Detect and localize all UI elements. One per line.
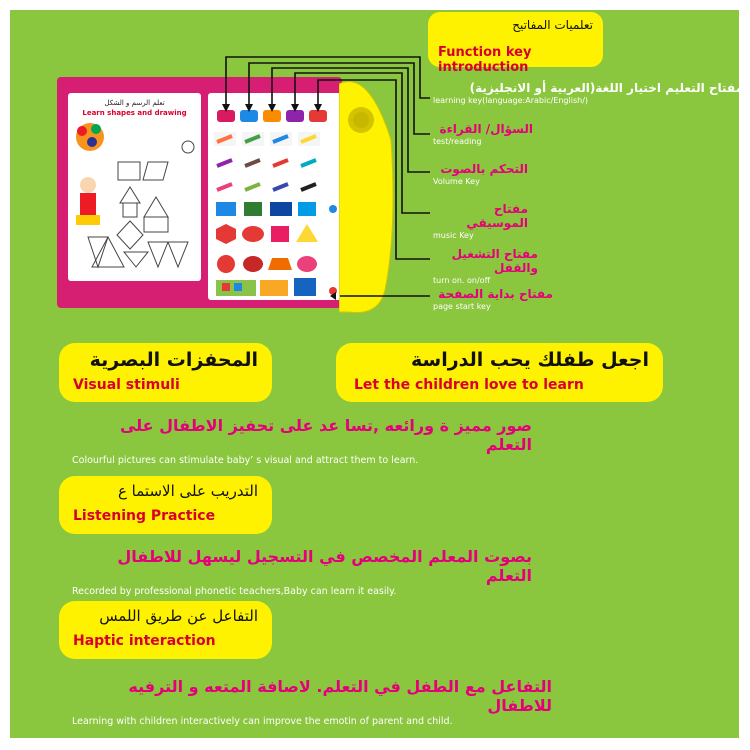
grid-row-4: [216, 202, 316, 216]
grid-row-3: [217, 184, 316, 190]
music-key-desc: مفتاح الموسيقي music Key: [433, 202, 528, 240]
test-reading-desc: السؤال/ القراءة test/reading: [433, 122, 533, 146]
grid-row-7: [216, 278, 316, 296]
shapes-illustration: [68, 117, 201, 281]
page-side-key-button[interactable]: [329, 287, 337, 295]
visual-stimuli-description: صور مميز ة ورائعه ,تسا عد على تحفيز الاطفال على التعلم Colourful pictures can stimulate baby’ s visual and attract them to learn.: [72, 416, 532, 466]
test-reading-key-button[interactable]: [240, 110, 258, 122]
page-start-key-desc: مفتاح بداية الصفحة page start key: [433, 287, 553, 311]
page-start-key-button[interactable]: [329, 205, 337, 213]
speaker-housing: [339, 80, 395, 316]
love-to-learn-label: اجعل طفلك يحب الدراسة Let the children love to learn: [336, 343, 663, 402]
shapes-drawing-page: [68, 93, 201, 281]
picture-button-grid[interactable]: [212, 128, 324, 298]
power-key-desc: مفتاح التشغيل والقفل turn on. on/off: [433, 247, 538, 285]
function-key-title-ar: تعلميات المفاتيح: [512, 18, 593, 32]
function-key-title-box: [428, 12, 603, 75]
haptic-description: التفاعل مع الطفل في التعلم. لاصافة المتعه و الترفيه للاطفال Learning with children interactively can improve the emotin of parent and child.: [72, 677, 552, 727]
visual-stimuli-label: المحفزات البصرية Visual stimuli: [59, 343, 272, 402]
haptic-interaction-label: التفاعل عن طريق اللمس Haptic interaction: [59, 601, 272, 659]
learning-key-desc: مفتاح التعليم اختيار اللغة(العربية أو الانجليزية) learning key(language:Arabic/English/): [433, 81, 743, 105]
grid-row-2: [217, 160, 316, 166]
volume-key-button[interactable]: [263, 110, 281, 122]
page-title-en: Learn shapes and drawing: [82, 109, 187, 117]
volume-key-desc: التحكم بالصوت Volume Key: [433, 162, 528, 186]
function-key-title-en: Function key introduction: [438, 45, 532, 75]
listening-description: بصوت المعلم المخصص في التسجيل ليسهل للاطفال التعلم Recorded by professional phonetic teachers,Baby can learn it easily.: [72, 547, 532, 597]
grid-row-1: [214, 132, 320, 146]
page-title-ar: تعلم الرسم و الشكل: [104, 99, 165, 107]
listening-practice-label: التدريب على الاستما ع Listening Practice: [59, 476, 272, 534]
grid-row-6: [217, 255, 317, 273]
music-key-button[interactable]: [286, 110, 304, 122]
learning-key-button[interactable]: [217, 110, 235, 122]
grid-row-5: [216, 224, 318, 244]
power-key-button[interactable]: [309, 110, 327, 122]
